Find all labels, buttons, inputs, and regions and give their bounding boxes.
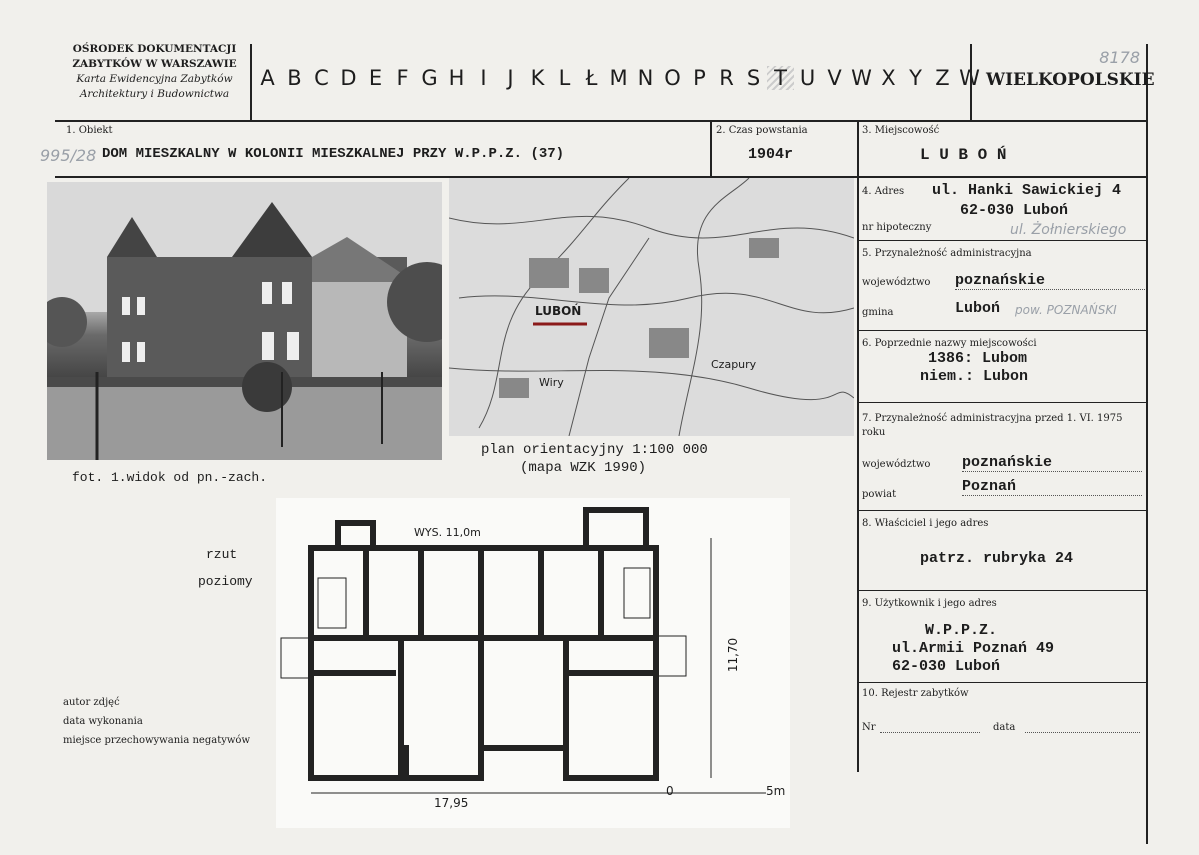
building-photo bbox=[47, 182, 442, 460]
letter-f: F bbox=[396, 66, 409, 90]
letter-r: R bbox=[719, 66, 734, 90]
plan-label-1: rzut bbox=[206, 547, 238, 562]
plan-depth-dim: 11,70 bbox=[726, 637, 741, 673]
region-name: WIELKOPOLSKIE bbox=[986, 70, 1155, 90]
map-caption-2: (mapa WZK 1990) bbox=[520, 460, 647, 476]
letter-k: K bbox=[530, 66, 545, 90]
uzyt-value-2: ul.Armii Poznań 49 bbox=[892, 640, 1055, 657]
miejscowosc-value: L U B O Ń bbox=[920, 146, 1007, 164]
miejscowosc-label: 3. Miejscowość bbox=[862, 125, 940, 136]
plan-height-label: WYS. 11,0m bbox=[414, 526, 481, 539]
wlasc-label: 8. Właściciel i jego adres bbox=[862, 518, 989, 529]
letter-a: A bbox=[260, 66, 275, 90]
czas-value: 1904r bbox=[748, 146, 794, 163]
woj-value: poznańskie bbox=[955, 272, 1145, 290]
poprz-label: 6. Poprzednie nazwy miejscowości bbox=[862, 338, 1037, 349]
powiat-label: powiat bbox=[862, 489, 897, 500]
letter-e: E bbox=[368, 66, 383, 90]
adres-divider bbox=[857, 240, 1146, 241]
letter-x: X bbox=[881, 66, 896, 90]
letter-s: S bbox=[746, 66, 761, 90]
letter-y: Y bbox=[909, 66, 922, 90]
letter-z: Z bbox=[935, 66, 950, 90]
gmina-label: gmina bbox=[862, 307, 894, 318]
letter-w2: W bbox=[959, 66, 980, 90]
map-label-wiry: Wiry bbox=[539, 376, 564, 389]
uzyt-value-1: W.P.P.Z. bbox=[925, 622, 998, 639]
uzyt-divider bbox=[857, 682, 1146, 683]
plan-scale-end: 5m bbox=[766, 784, 786, 798]
photo-caption: fot. 1.widok od pn.-zach. bbox=[72, 470, 268, 485]
letter-d: D bbox=[340, 66, 357, 90]
przed-divider bbox=[857, 510, 1146, 511]
institution-line-3: Karta Ewidencyjna Zabytków bbox=[76, 73, 233, 85]
institution-line-4: Architektury i Budownictwa bbox=[79, 88, 230, 100]
letter-c: C bbox=[314, 66, 329, 90]
autor-label: autor zdjęć bbox=[63, 697, 120, 708]
data-line bbox=[1025, 732, 1140, 733]
data-label: data bbox=[993, 722, 1016, 733]
nr-label: Nr bbox=[862, 722, 876, 733]
region-box bbox=[970, 44, 1155, 120]
adres-value-2: 62-030 Luboń bbox=[960, 202, 1069, 219]
przed-label: 7. Przynależność administracyjna przed 1. VI. 1975 roku bbox=[862, 413, 1123, 438]
letter-v: V bbox=[827, 66, 842, 90]
woj2-value: poznańskie bbox=[962, 454, 1142, 472]
poprz-divider bbox=[857, 402, 1146, 403]
letter-l-stroke: Ł bbox=[585, 66, 598, 90]
orientation-map-drawing bbox=[449, 178, 854, 436]
letter-i: I bbox=[480, 66, 487, 90]
row1-divider-1 bbox=[710, 120, 712, 176]
building-photo-drawing bbox=[47, 182, 442, 460]
woj2-label: województwo bbox=[862, 459, 931, 470]
letter-b: B bbox=[287, 66, 302, 90]
letter-g: G bbox=[421, 66, 438, 90]
right-column-line bbox=[857, 120, 859, 772]
hipoteczny-hand: ul. Żołnierskiego bbox=[1010, 222, 1127, 238]
orientation-map bbox=[449, 178, 854, 436]
adres-value-1: ul. Hanki Sawickiej 4 bbox=[932, 182, 1122, 199]
plan-label-2: poziomy bbox=[198, 574, 253, 589]
miejsce-label: miejsce przechowywania negatywów bbox=[63, 735, 250, 746]
letter-p: P bbox=[693, 66, 706, 90]
map-caption-1: plan orientacyjny 1:100 000 bbox=[481, 442, 708, 458]
institution-line-2: ZABYTKÓW W WARSZAWIE bbox=[72, 58, 237, 70]
letter-index bbox=[254, 66, 983, 90]
adm-label: 5. Przynależność administracyjna bbox=[862, 248, 1032, 259]
map-label-czapury: Czapury bbox=[711, 358, 757, 371]
letter-u: U bbox=[799, 66, 816, 90]
gmina-hand: pow. POZNAŃSKI bbox=[1015, 303, 1117, 317]
data-wykonania-label: data wykonania bbox=[63, 716, 143, 727]
poprz-value-1: 1386: Lubom bbox=[928, 350, 1028, 367]
floor-plan-drawing bbox=[276, 498, 790, 828]
letter-h: H bbox=[448, 66, 465, 90]
wlasc-value: patrz. rubryka 24 bbox=[920, 550, 1074, 567]
nr-line bbox=[880, 732, 980, 733]
obiekt-value: DOM MIESZKALNY W KOLONII MIESZKALNEJ PRZY W.P.P.Z. (37) bbox=[102, 146, 565, 162]
letter-t: T bbox=[767, 66, 794, 90]
hipoteczny-label: nr hipoteczny bbox=[862, 222, 932, 233]
header-divider bbox=[250, 44, 252, 120]
letter-l: L bbox=[558, 66, 571, 90]
letter-j: J bbox=[507, 66, 514, 90]
powiat-value: Poznań bbox=[962, 478, 1142, 496]
plan-scale-start: 0 bbox=[666, 784, 674, 798]
uzyt-label: 9. Użytkownik i jego adres bbox=[862, 598, 997, 609]
plan-width-dim: 17,95 bbox=[434, 796, 469, 810]
letter-m: M bbox=[609, 66, 628, 90]
adres-label: 4. Adres bbox=[862, 186, 905, 197]
institution-block bbox=[62, 42, 247, 102]
letter-n: N bbox=[637, 66, 654, 90]
header-bottom-line bbox=[55, 120, 1147, 122]
czas-label: 2. Czas powstania bbox=[716, 125, 808, 136]
letter-o: O bbox=[664, 66, 681, 90]
card-right-edge bbox=[1146, 44, 1148, 844]
wlasc-divider bbox=[857, 590, 1146, 591]
card-number: 8178 bbox=[1099, 48, 1140, 67]
obiekt-label: 1. Obiekt bbox=[66, 125, 113, 136]
map-label-lubon: LUBOŃ bbox=[535, 304, 582, 318]
uzyt-value-3: 62-030 Luboń bbox=[892, 658, 1001, 675]
rejestr-label: 10. Rejestr zabytków bbox=[862, 688, 969, 699]
letter-w: W bbox=[851, 66, 872, 90]
institution-line-1: OŚRODEK DOKUMENTACJI bbox=[72, 43, 237, 55]
poprz-value-2: niem.: Lubon bbox=[920, 368, 1029, 385]
adm-divider bbox=[857, 330, 1146, 331]
woj-label: województwo bbox=[862, 277, 931, 288]
floor-plan bbox=[276, 498, 790, 828]
gmina-value: Luboń bbox=[955, 300, 1001, 317]
obiekt-handwritten: 995/28 bbox=[40, 146, 97, 165]
